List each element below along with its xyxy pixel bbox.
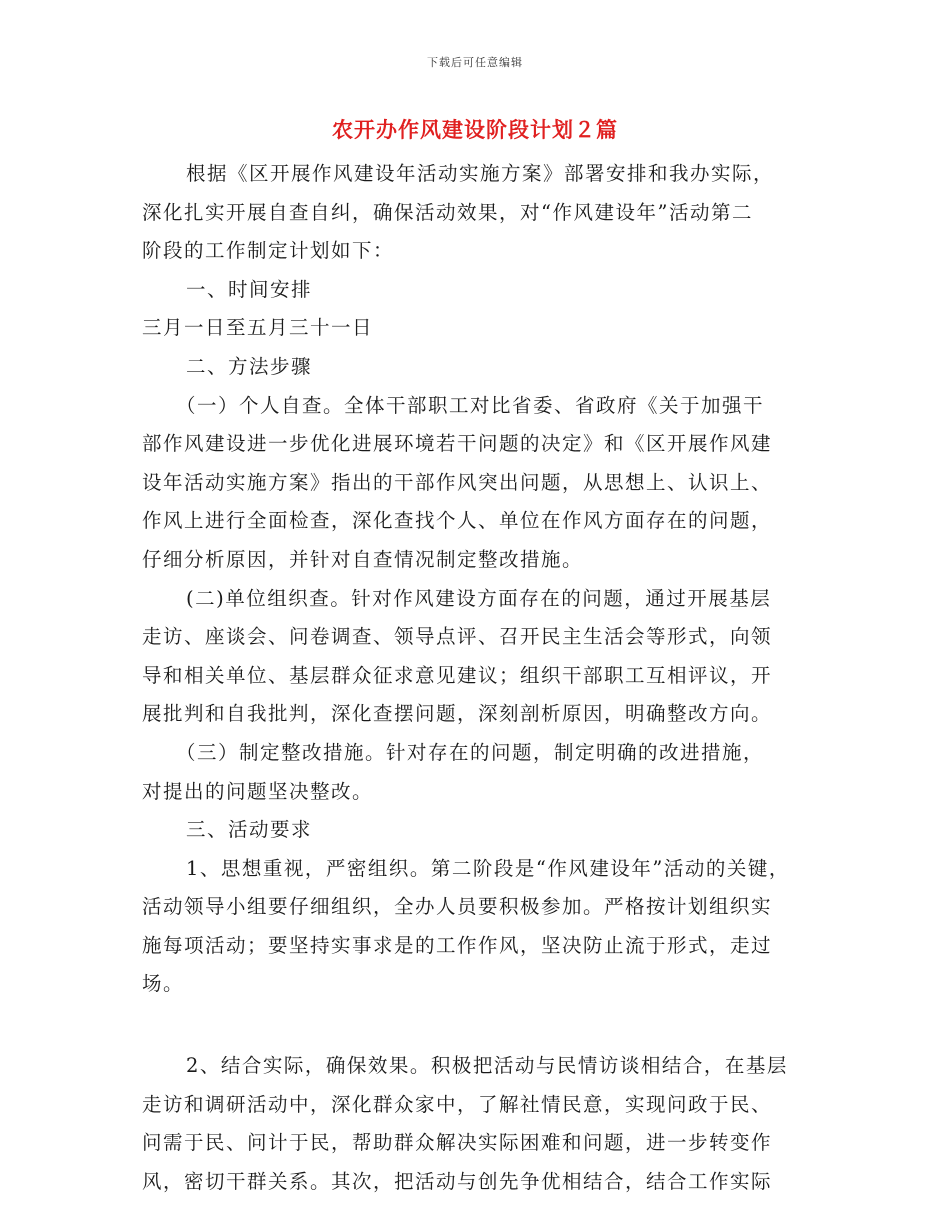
header-note: 下载后可任意编辑 bbox=[427, 56, 523, 69]
document-body bbox=[142, 160, 822, 1206]
paragraph-line: （三）制定整改措施。针对存在的问题，制定明确的改进措施， bbox=[176, 740, 765, 764]
paragraph-line: 问需于民、问计于民，帮助群众解决实际困难和问题，进一步转变作 bbox=[142, 1131, 773, 1155]
paragraph-line: 导和相关单位、基层群众征求意见建议；组织干部职工互相评议，开 bbox=[142, 663, 773, 687]
paragraph-line: 2、结合实际，确保效果。积极把活动与民情访谈相结合，在基层 bbox=[186, 1054, 788, 1078]
paragraph-line: 根据《区开展作风建设年活动实施方案》部署安排和我办实际， bbox=[186, 162, 775, 185]
paragraph-line: 部作风建设进一步优化进展环境若干问题的决定》和《区开展作风建 bbox=[142, 432, 773, 456]
paragraph-line: (二)单位组织查。针对作风建设方面存在的问题，通过开展基层 bbox=[186, 586, 772, 610]
paragraph-line: 阶段的工作制定计划如下： bbox=[142, 239, 395, 263]
paragraph-line: 展批判和自我批判，深化查摆问题，深刻剖析原因，明确整改方向。 bbox=[142, 702, 773, 726]
paragraph-line: 深化扎实开展自查自纠，确保活动效果，对“作风建设年”活动第二 bbox=[142, 200, 753, 224]
section-heading: 二、方法步骤 bbox=[186, 354, 313, 378]
paragraph-line: 设年活动实施方案》指出的干部作风突出问题，从思想上、认识上、 bbox=[142, 470, 773, 494]
section-heading: 三、活动要求 bbox=[186, 818, 313, 842]
paragraph-line: 场。 bbox=[142, 972, 185, 996]
paragraph-line: 作风上进行全面检查，深化查找个人、单位在作风方面存在的问题， bbox=[142, 509, 773, 533]
paragraph-gap bbox=[142, 1009, 822, 1052]
paragraph-line: 施每项活动；要坚持实事求是的工作作风，坚决防止流于形式，走过 bbox=[142, 933, 773, 957]
paragraph-line: 走访、座谈会、问卷调查、领导点评、召开民主生活会等形式，向领 bbox=[142, 625, 773, 649]
paragraph-line: 活动领导小组要仔细组织，全办人员要积极参加。严格按计划组织实 bbox=[142, 895, 773, 919]
paragraph-line: （一）个人自查。全体干部职工对比省委、省政府《关于加强干 bbox=[176, 393, 765, 417]
paragraph-line: 风，密切干群关系。其次，把活动与创先争优相结合，结合工作实际 bbox=[142, 1169, 773, 1193]
paragraph-line: 三月一日至五月三十一日 bbox=[142, 316, 374, 340]
paragraph-line: 走访和调研活动中，深化群众家中，了解社情民意，实现问政于民、 bbox=[142, 1092, 773, 1116]
document-title: 农开办作风建设阶段计划２篇 bbox=[332, 117, 618, 142]
paragraph-line: 1、思想重视，严密组织。第二阶段是“作风建设年”活动的关键， bbox=[186, 856, 790, 880]
paragraph-line: 仔细分析原因，并针对自查情况制定整改措施。 bbox=[142, 547, 584, 571]
section-heading: 一、时间安排 bbox=[186, 277, 313, 301]
paragraph-line: 对提出的问题坚决整改。 bbox=[142, 779, 374, 803]
